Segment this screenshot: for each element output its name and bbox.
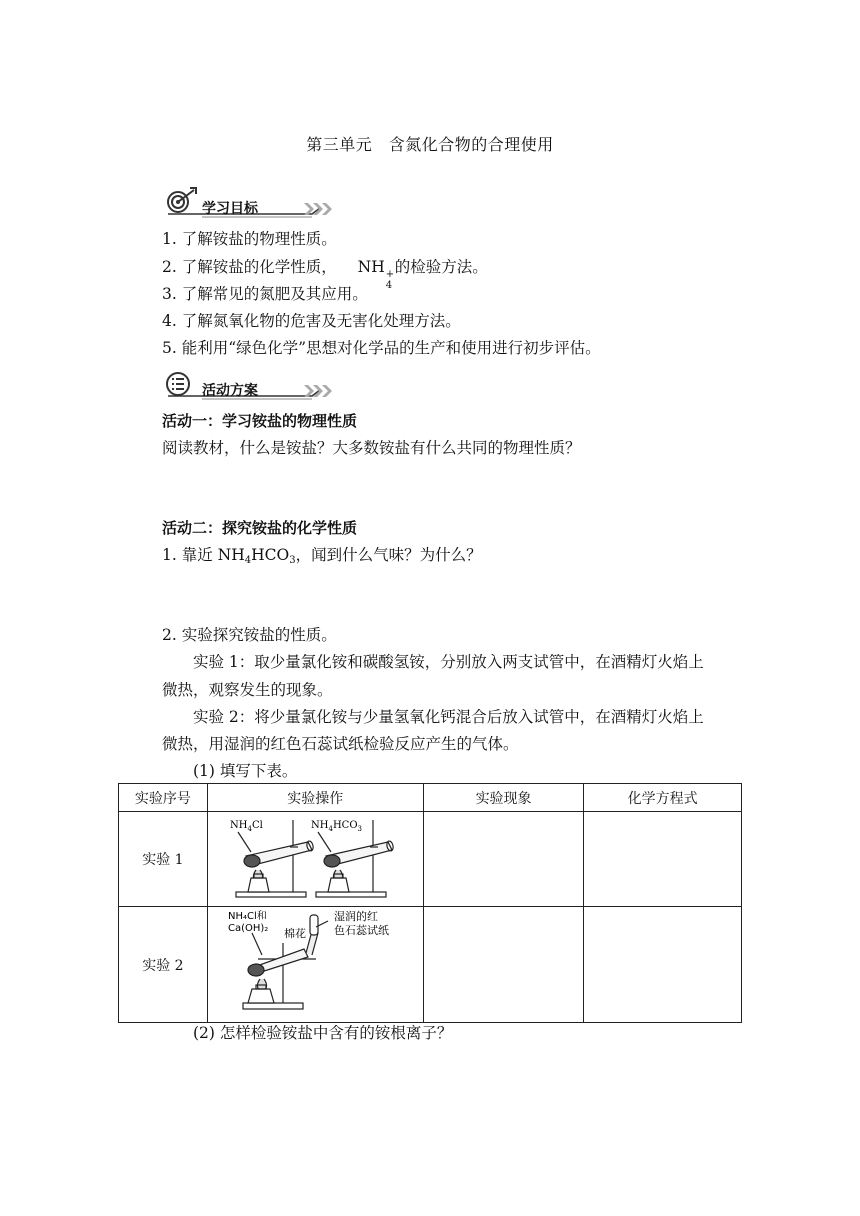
learning-goals-label: 学习目标: [202, 201, 258, 217]
row-1-phenomenon[interactable]: [423, 812, 584, 907]
goal-2-ion-sub: 4: [385, 280, 393, 291]
activity-2-q2: 2. 实验探究铵盐的性质。: [162, 626, 337, 644]
fig1-label-b: $NH_4HCO_3$: [311, 820, 363, 833]
row-2-equation[interactable]: [584, 907, 742, 1023]
goal-2-ion: NH: [357, 258, 385, 276]
exp2-line1-text: 实验 2：将少量氯化铵与少量氢氧化钙混合后放入试管中，在酒精灯火焰上: [193, 708, 704, 726]
activity-1-heading: 活动一：学习铵盐的物理性质: [162, 412, 358, 430]
experiment-1-figure: [207, 812, 423, 907]
fig2-cotton-label: 棉花: [284, 927, 307, 940]
table-row: [119, 812, 742, 907]
activity-2-q1: [162, 544, 482, 572]
q1-sub4: 4: [244, 555, 252, 566]
row-2-label: 实验 2: [119, 907, 208, 1023]
learning-goals-banner: [162, 186, 342, 220]
activity-plan-label: 活动方案: [202, 383, 258, 399]
q1-suffix: ，闻到什么气味？为什么？: [295, 546, 482, 564]
activity-1-question: 阅读教材，什么是铵盐？大多数铵盐有什么共同的物理性质？: [162, 439, 581, 457]
exp1-line1-text: 实验 1：取少量氯化铵和碳酸氢铵，分别放入两支试管中，在酒精灯火焰上: [193, 653, 704, 671]
row-1-equation[interactable]: [584, 812, 742, 907]
question-detect-text: (2) 怎样检验铵盐中含有的铵根离子？: [193, 1024, 453, 1042]
experiment-1-apparatus: [208, 812, 422, 902]
exp2-line1: [162, 706, 704, 728]
goal-2-text: 2. 了解铵盐的化学性质，: [162, 258, 337, 276]
activity-plan-banner: [162, 368, 342, 402]
goal-1: 1. 了解铵盐的物理性质。: [162, 230, 337, 248]
goal-5: 5. 能利用“绿色化学”思想对化学品的生产和使用进行初步评估。: [162, 339, 601, 357]
q1-sub3: 3: [289, 555, 296, 566]
goal-2-ion-sup: +: [385, 269, 395, 280]
fill-table-text: (1) 填写下表。: [193, 762, 298, 780]
question-detect-ammonium: [162, 1022, 452, 1044]
experiment-2-apparatus: [208, 907, 422, 1018]
fig2-paper-line2: 色石蕊试纸: [334, 924, 390, 937]
experiment-table: [118, 783, 742, 1023]
fig2-reagent-line2: Ca(OH)₂: [228, 923, 269, 934]
header-phenomenon: 实验现象: [423, 784, 584, 812]
experiment-2-figure: [207, 907, 423, 1023]
page-title: 第三单元 含氮化合物的合理使用: [306, 135, 554, 154]
row-1-label: 实验 1: [119, 812, 208, 907]
exp1-line2: 微热，观察发生的现象。: [162, 681, 333, 699]
goal-4: 4. 了解氮氧化物的危害及无害化处理方法。: [162, 312, 461, 330]
row-2-phenomenon[interactable]: [423, 907, 584, 1023]
exp2-line2: 微热，用湿润的红色石蕊试纸检验反应产生的气体。: [162, 735, 519, 753]
header-equation: 化学方程式: [584, 784, 742, 812]
activity-2-heading: 活动二：探究铵盐的化学性质: [162, 519, 358, 537]
header-operation: 实验操作: [207, 784, 423, 812]
header-sequence: 实验序号: [119, 784, 208, 812]
q1-mid: HCO: [251, 546, 290, 564]
table-header-row: [119, 784, 742, 812]
table-row: [119, 907, 742, 1023]
goal-2: [162, 256, 488, 291]
fig1-label-a: $NH_4Cl$: [230, 820, 264, 833]
exp1-line1: [162, 651, 704, 673]
goal-2-tail: 的检验方法。: [394, 258, 488, 276]
fig2-paper-line1: 湿润的红: [334, 910, 379, 923]
q1-prefix: 1. 靠近 NH: [162, 546, 245, 564]
goal-3: 3. 了解常见的氮肥及其应用。: [162, 285, 368, 303]
fill-table-instruction: [162, 760, 297, 782]
fig2-reagent-line1: NH₄Cl和: [228, 911, 268, 922]
